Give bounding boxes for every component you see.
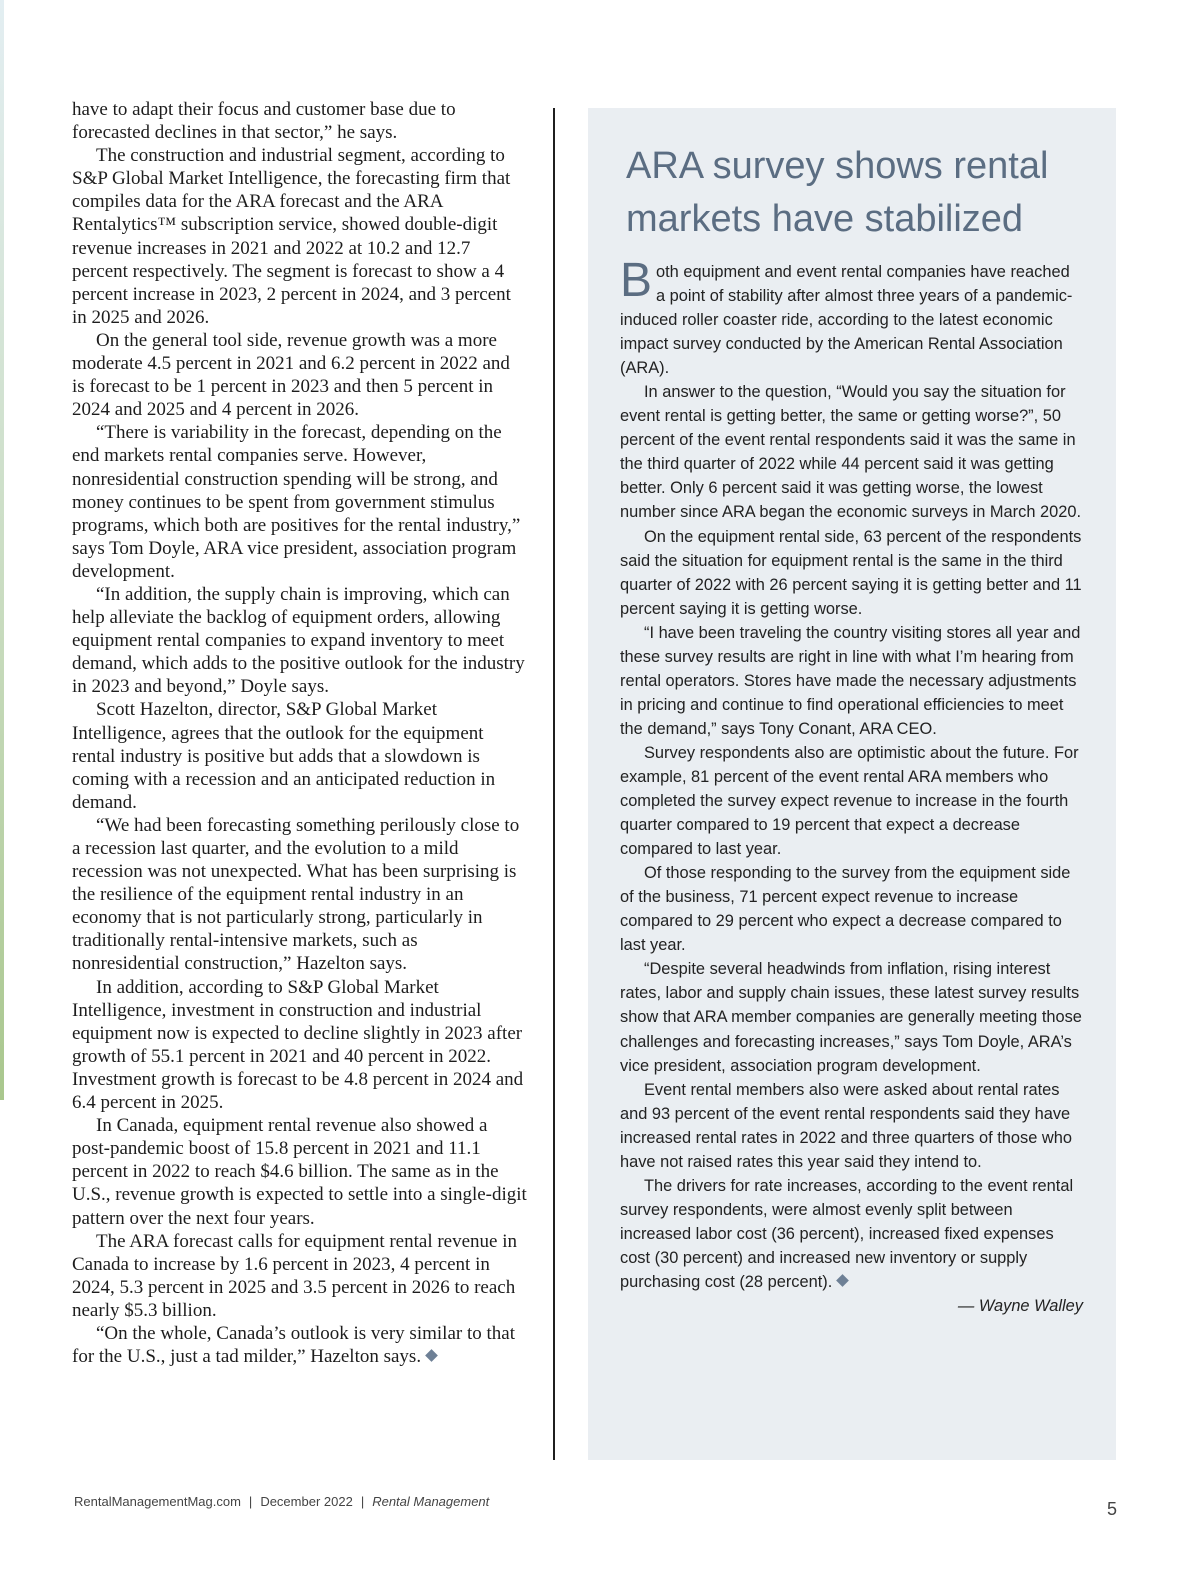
sidebar-paragraph-last [620, 1174, 1083, 1294]
sidebar-title: ARA survey shows rental markets have stabilized [626, 145, 1049, 240]
body-paragraph: The ARA forecast calls for equipment rental revenue in Canada to increase by 1.6 percent in 2023, 4 percent in 2024, 5.3 percent in 2025 and 3.5 percent in 2026 to reach nearly $5.3 billion. [72, 1230, 518, 1321]
footer-separator: | [248, 1494, 253, 1509]
body-paragraph: The construction and industrial segment, according to S&P Global Market Intelligence, the forecasting firm that compiles data for the ARA forecast and the ARA Rentalytics™ subscription service, showed double-digit revenue increases in 2021 and 2022 at 10.2 and 12.7 percent respectively. The segment is forecast to show a 4 percent increase in 2023, 2 percent in 2024, and 3 percent in 2025 and 2026. [72, 145, 511, 328]
body-paragraph: On the general tool side, revenue growth was a more moderate 4.5 percent in 2021 and 6.2 percent in 2022 and is forecast to be 1 percent in 2023 and then 5 percent in 2024 and 2025 and 4 percent in 2026. [72, 329, 510, 421]
footer-publication: Rental Management [372, 1494, 490, 1509]
sidebar-paragraph: On the equipment rental side, 63 percent of the respondents said the situation for equipment rental is the same in the third quarter of 2022 with 26 percent saying it is getting better and 11 percent saying it is getting worse. [620, 527, 1082, 618]
sidebar-paragraph: In answer to the question, “Would you say the situation for event rental is getting better, the same or getting worse?”, 50 percent of the event rental respondents said it was the same in the third quarter of 2022 while 44 percent said it was getting better. Only 6 percent said it was getting worse, the lowest number since ARA began the economic surveys in March 2020. [620, 383, 1082, 522]
footer-separator: | [360, 1494, 365, 1509]
sidebar-paragraph: “Despite several headwinds from inflation, rising interest rates, labor and supply chain issues, these latest survey results show that ARA member companies are generally meeting those challenges and forecasting increases,” says Tom Doyle, ARA’s vice president, association program development. [620, 960, 1082, 1075]
sidebar-paragraph: “I have been traveling the country visiting stores all year and these survey results are right in line with what I’m hearing from rental operators. Stores have made the necessary adjustments in pricing and continue to find operational efficiencies to meet the demand,” says Tony Conant, ARA CEO. [620, 623, 1081, 738]
body-paragraph: Scott Hazelton, director, S&P Global Market Intelligence, agrees that the outlook for the equipment rental industry is positive but adds that a slowdown is coming with a recession and an anticipated reduction in demand. [72, 699, 496, 813]
sidebar-paragraph: Of those responding to the survey from the equipment side of the business, 71 percent expect revenue to increase compared to 29 percent who expect a decrease compared to last year. [620, 864, 1071, 955]
drop-cap: B [620, 254, 653, 307]
end-mark-diamond-icon [425, 1349, 438, 1362]
body-paragraph: In addition, according to S&P Global Market Intelligence, investment in construction and industrial equipment now is expected to decline slightly in 2023 after growth of 55.1 percent in 2021 and 40 percent in 2022. Investment growth is forecast to be 4.8 percent in 2024 and 6.4 percent in 2025. [72, 976, 524, 1114]
survey-sidebar-box [588, 108, 1116, 1460]
sidebar-paragraph: Survey respondents also are optimistic about the future. For example, 81 percent of the event rental ARA members who completed the survey expect revenue to increase in the fourth quarter compared to 19 percent that expect a decrease compared to last year. [620, 743, 1079, 859]
page-number: 5 [1107, 1499, 1118, 1519]
page-edge-strip [0, 0, 4, 1100]
sidebar-paragraph: Event rental members also were asked about rental rates and 93 percent of the event rental respondents said they have increased rental rates in 2022 and three quarters of those who have not raised rates this year said they intend to. [620, 1080, 1072, 1171]
body-paragraph: have to adapt their focus and customer base due to forecasted declines in that sector,” he says. [72, 99, 456, 144]
footer-site: RentalManagementMag.com [74, 1494, 241, 1509]
body-paragraph-text: “On the whole, Canada’s outlook is very similar to that for the U.S., just a tad milder,” Hazelton says. [72, 1322, 515, 1368]
sidebar-body [620, 254, 1083, 1318]
sidebar-lead-text: oth equipment and event rental companies have reached a point of stability after almost three years of a pandemic-induced roller coaster ride, according to the latest economic impact survey conducted by the American Rental Association (ARA). [620, 263, 1073, 378]
sidebar-paragraph-text: The drivers for rate increases, according to the event rental survey respondents, were almost evenly split between increased labor cost (36 percent), increased fixed expenses cost (30 percent) and increased new inventory or supply purchasing cost (28 percent). [620, 1176, 1074, 1291]
column-divider [553, 108, 555, 1460]
body-paragraph: In Canada, equipment rental revenue also showed a post-pandemic boost of 15.8 percent in 2021 and 11.1 percent in 2022 to reach $4.6 billion. The same as in the U.S., revenue growth is expected to settle into a single-digit pattern over the next four years. [72, 1115, 527, 1229]
sidebar-lead-paragraph [620, 254, 1083, 380]
body-paragraph-last [72, 1322, 527, 1368]
body-paragraph: “We had been forecasting something perilously close to a recession last quarter, and the evolution to a mild recession was not unexpected. What has been surprising is the resilience of the equipment rental industry in an economy that is not particularly strong, particularly in traditionally rental-intensive markets, such as nonresidential construction,” Hazelton says. [72, 814, 520, 975]
end-mark-diamond-icon [836, 1274, 849, 1287]
article-continuation-column [72, 98, 527, 1368]
byline: — Wayne Walley [957, 1297, 1083, 1316]
footer-date: December 2022 [260, 1494, 353, 1509]
page-footer [74, 1494, 489, 1509]
body-paragraph: “In addition, the supply chain is improving, which can help alleviate the backlog of equipment orders, allowing equipment rental companies to expand inventory to meet demand, which adds to the positive outlook for the industry in 2023 and beyond,” Doyle says. [72, 583, 525, 698]
body-paragraph: “There is variability in the forecast, depending on the end markets rental companies serve. However, nonresidential construction spending will be strong, and money continues to be spent from government stimulus programs, which both are positives for the rental industry,” says Tom Doyle, ARA vice president, association program development. [72, 422, 521, 582]
